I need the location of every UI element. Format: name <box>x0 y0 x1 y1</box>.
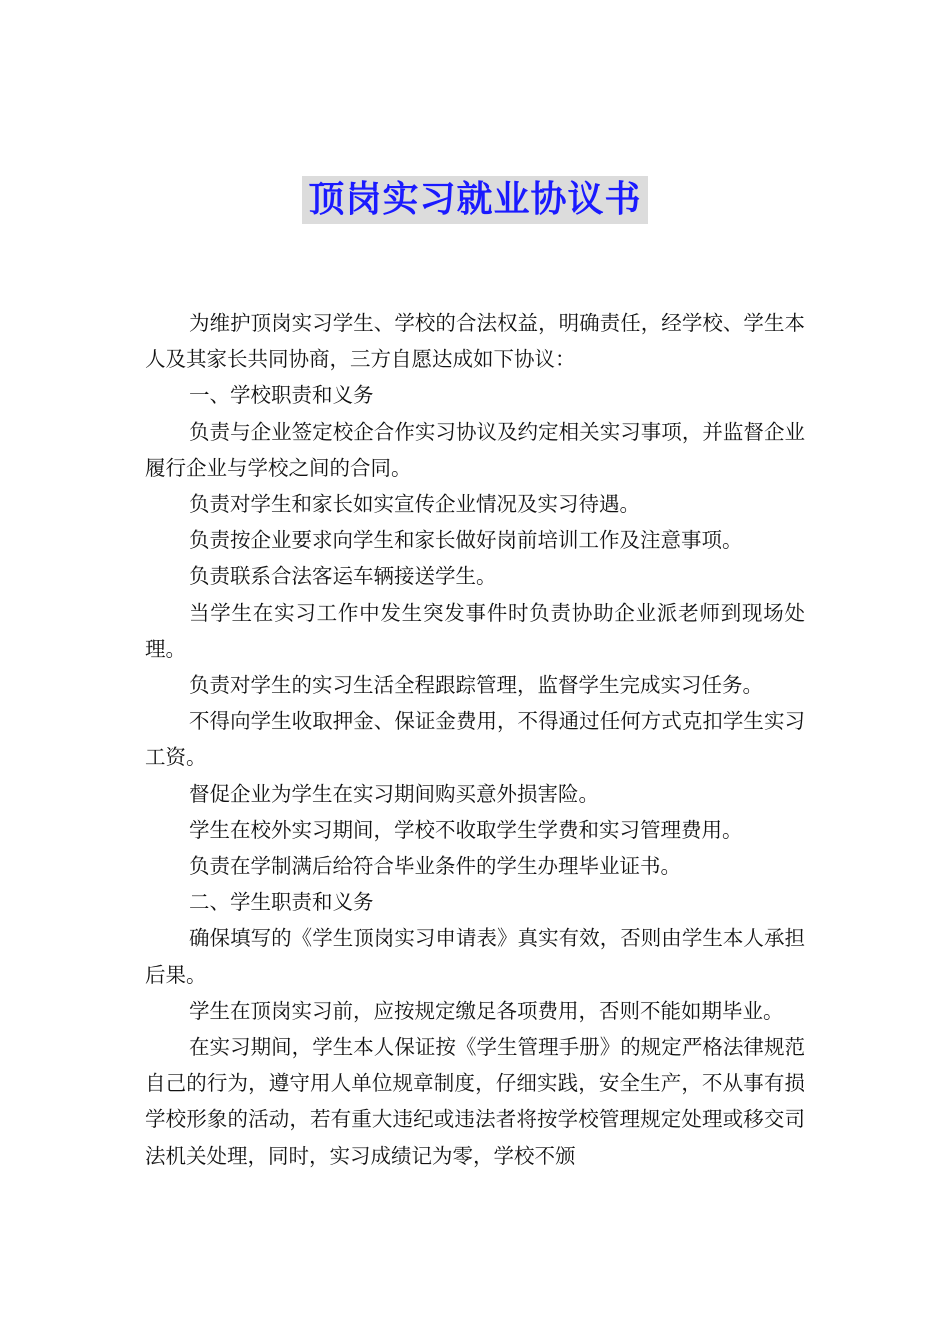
title-block <box>0 176 950 224</box>
school-duty-item: 负责联系合法客运车辆接送学生。 <box>189 564 497 589</box>
section-heading-student: 二、学生职责和义务 <box>189 890 374 915</box>
school-duty-item: 负责对学生的实习生活全程跟踪管理，监督学生完成实习任务。 <box>189 673 763 698</box>
school-duty-item: 负责在学制满后给符合毕业条件的学生办理毕业证书。 <box>189 854 681 879</box>
school-duty-item: 督促企业为学生在实习期间购买意外损害险。 <box>189 781 599 806</box>
intro-paragraph: 为维护顶岗实习学生、学校的合法权益，明确责任，经学校、学生本人及其家长共同协商，三方自愿达成如下协议： <box>145 311 805 372</box>
school-duty-item: 负责按企业要求向学生和家长做好岗前培训工作及注意事项。 <box>189 528 743 553</box>
document-body <box>145 305 805 1174</box>
school-duty-item: 学生在校外实习期间，学校不收取学生学费和实习管理费用。 <box>189 817 743 842</box>
school-duty-item: 不得向学生收取押金、保证金费用，不得通过任何方式克扣学生实习工资。 <box>145 709 805 770</box>
section-heading-school: 一、学校职责和义务 <box>189 383 374 408</box>
student-duty-item: 确保填写的《学生顶岗实习申请表》真实有效，否则由学生本人承担后果。 <box>145 926 805 987</box>
document-title: 顶岗实习就业协议书 <box>302 176 647 224</box>
student-duty-item: 在实习期间，学生本人保证按《学生管理手册》的规定严格法律规范自己的行为，遵守用人单位规章制度，仔细实践，安全生产，不从事有损学校形象的活动，若有重大违纪或违法者将按学校管理规定处理或移交司法机关处理，同时，实习成绩记为零，学校不颁 <box>145 1035 805 1168</box>
school-duty-item: 当学生在实习工作中发生突发事件时负责协助企业派老师到现场处理。 <box>145 600 805 661</box>
school-duty-item: 负责与企业签定校企合作实习协议及约定相关实习事项，并监督企业履行企业与学校之间的合同。 <box>145 419 805 480</box>
student-duty-item: 学生在顶岗实习前，应按规定缴足各项费用，否则不能如期毕业。 <box>189 998 784 1023</box>
school-duty-item: 负责对学生和家长如实宣传企业情况及实习待遇。 <box>189 492 640 517</box>
